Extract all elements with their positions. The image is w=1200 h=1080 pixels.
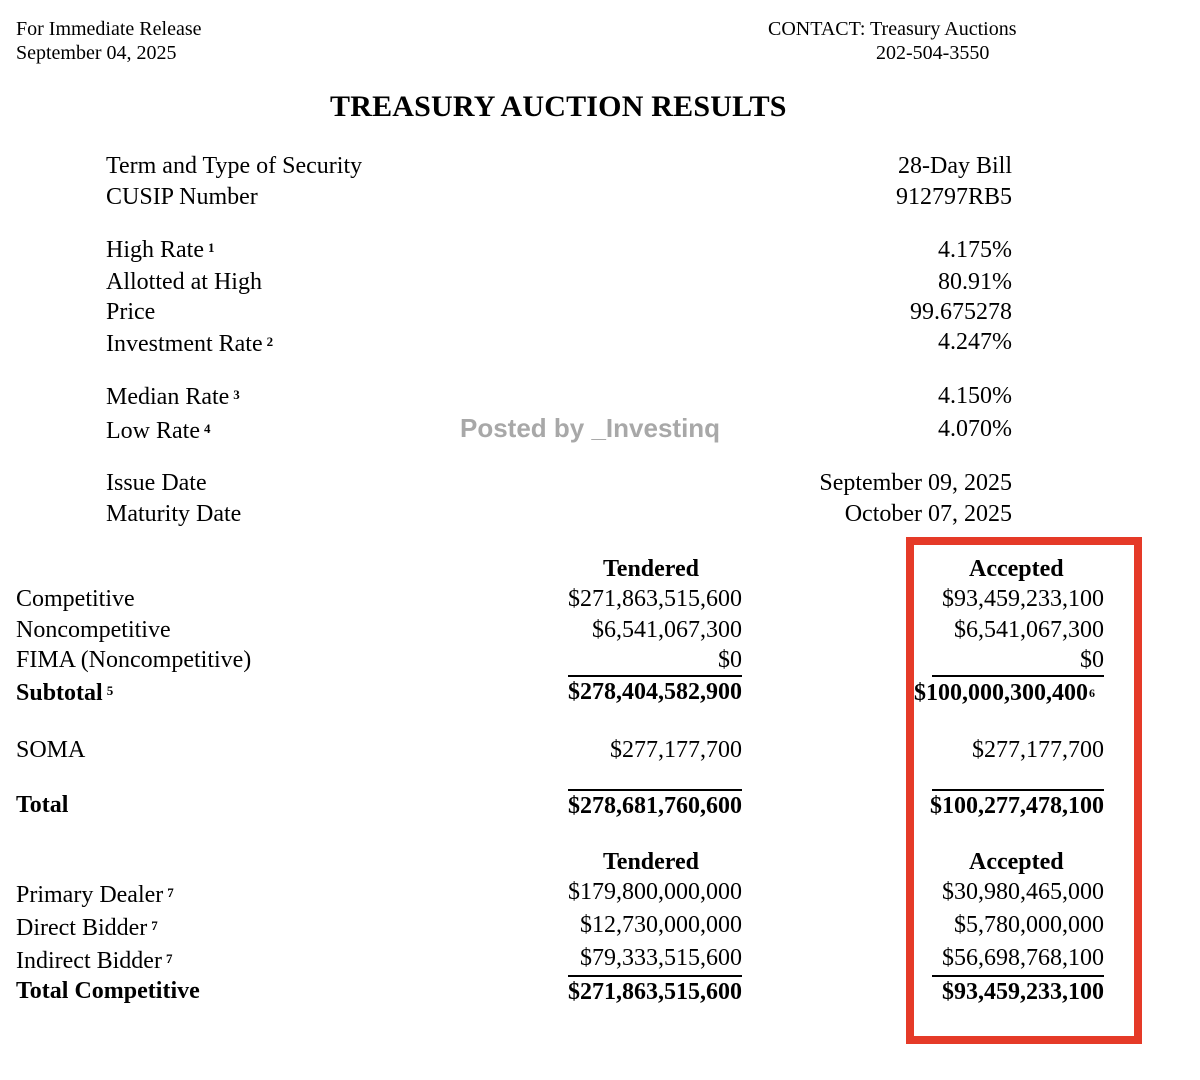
footnote-7: 7 [167, 885, 174, 900]
low-rate-value: 4.070% [938, 416, 1012, 442]
low-rate-text: Low Rate [106, 418, 200, 444]
accepted-highlight-box [906, 537, 1142, 1044]
total-competitive-label: Total Competitive [16, 978, 200, 1004]
total-competitive-tendered: $271,863,515,600 [568, 979, 742, 1005]
primary-dealer-tendered: $179,800,000,000 [568, 879, 742, 905]
subtotal-label [16, 678, 113, 708]
direct-bidder-accepted: $5,780,000,000 [954, 912, 1104, 938]
indirect-bidder-label [16, 946, 172, 976]
term-value: 28-Day Bill [898, 153, 1012, 179]
footnote-4: 4 [203, 421, 211, 436]
indirect-bidder-text: Indirect Bidder [16, 948, 162, 974]
median-rate-text: Median Rate [106, 384, 230, 410]
direct-bidder-tendered: $12,730,000,000 [580, 912, 742, 938]
footnote-7b: 7 [151, 918, 158, 933]
release-label: For Immediate Release [16, 18, 202, 40]
tendered-header: Tendered [603, 556, 700, 582]
price-label: Price [106, 299, 156, 325]
high-rate-text: High Rate [106, 237, 204, 263]
accepted-header-2: Accepted [969, 849, 1064, 875]
low-rate-label [106, 416, 210, 446]
footnote-6: 6 [1089, 686, 1095, 700]
competitive-tendered: $271,863,515,600 [568, 586, 742, 612]
page-title: TREASURY AUCTION RESULTS [330, 90, 787, 123]
release-date: September 04, 2025 [16, 42, 177, 64]
primary-dealer-label [16, 880, 174, 910]
indirect-bidder-tendered: $79,333,515,600 [580, 945, 742, 971]
soma-label: SOMA [16, 737, 86, 763]
allotted-label: Allotted at High [106, 269, 262, 295]
footnote-7c: 7 [165, 951, 173, 966]
allotted-value: 80.91% [938, 269, 1012, 295]
direct-bidder-label [16, 913, 158, 943]
primary-dealer-accepted: $30,980,465,000 [942, 879, 1104, 905]
high-rate-label [106, 235, 214, 265]
investment-rate-text: Investment Rate [106, 331, 263, 357]
fima-label: FIMA (Noncompetitive) [16, 647, 252, 673]
footnote-5: 5 [106, 683, 114, 698]
subtotal-accepted-value: $100,000,300,400 [914, 680, 1088, 706]
cusip-label: CUSIP Number [106, 184, 258, 210]
fima-accepted: $0 [1080, 647, 1104, 673]
noncompetitive-tendered: $6,541,067,300 [592, 617, 742, 643]
total-competitive-accepted: $93,459,233,100 [942, 979, 1104, 1005]
price-value: 99.675278 [910, 299, 1012, 325]
median-rate-label [106, 382, 240, 412]
maturity-date-value: October 07, 2025 [844, 501, 1012, 527]
subtotal-tendered: $278,404,582,900 [568, 679, 742, 705]
investment-rate-label [106, 329, 273, 359]
high-rate-value: 4.175% [938, 237, 1012, 263]
competitive-accepted: $93,459,233,100 [942, 586, 1104, 612]
investment-rate-value: 4.247% [938, 329, 1012, 355]
total-label: Total [16, 792, 69, 818]
footnote-2: 2 [266, 334, 274, 349]
watermark: Posted by _Investinq [460, 413, 721, 443]
indirect-bidder-accepted: $56,698,768,100 [942, 945, 1104, 971]
tendered-header-2: Tendered [603, 849, 700, 875]
median-rate-value: 4.150% [938, 383, 1012, 409]
noncompetitive-accepted: $6,541,067,300 [954, 617, 1104, 643]
soma-tendered: $277,177,700 [610, 737, 742, 763]
cusip-value: 912797RB5 [895, 184, 1012, 210]
footnote-1: 1 [207, 240, 215, 255]
total-tendered: $278,681,760,600 [568, 793, 742, 819]
term-label: Term and Type of Security [106, 153, 363, 179]
accepted-header: Accepted [969, 556, 1064, 582]
contact-phone: 202-504-3550 [876, 42, 990, 64]
issue-date-label: Issue Date [106, 470, 207, 496]
issue-date-value: September 09, 2025 [819, 470, 1012, 496]
noncompetitive-label: Noncompetitive [16, 617, 171, 643]
soma-accepted: $277,177,700 [972, 737, 1104, 763]
contact-label: CONTACT: Treasury Auctions [768, 18, 1017, 40]
maturity-date-label: Maturity Date [106, 501, 242, 527]
primary-dealer-text: Primary Dealer [16, 882, 164, 908]
footnote-3: 3 [233, 387, 240, 402]
fima-tendered: $0 [718, 647, 742, 673]
direct-bidder-text: Direct Bidder [16, 915, 148, 941]
subtotal-text: Subtotal [16, 680, 103, 706]
competitive-label: Competitive [16, 586, 135, 612]
total-accepted: $100,277,478,100 [930, 793, 1104, 819]
